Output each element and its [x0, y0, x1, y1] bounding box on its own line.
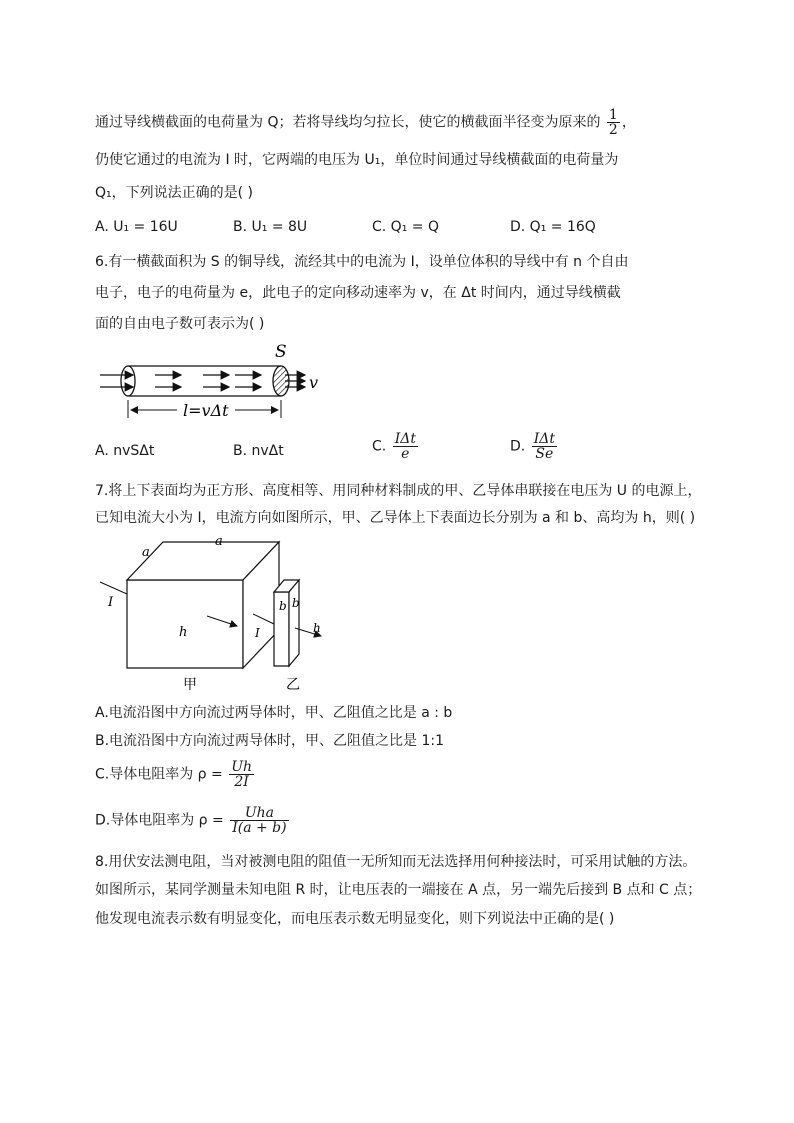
- q7-option-c-prefix: C.导体电阻率为 ρ =: [95, 766, 223, 783]
- q7-line1: 7.将上下表面均为正方形、高度相等、用同种材料制成的甲、乙导体串联接在电压为 U 的电源上，: [95, 483, 702, 499]
- q7-option-a[interactable]: A.电流沿图中方向流过两导体时，甲、乙阻值之比是 a : b: [95, 705, 453, 721]
- q8-line3: 他发现电流表示数有明显变化，而电压表示数无明显变化，则下列说法中正确的是( ): [95, 911, 615, 927]
- q5-line1: [95, 108, 636, 137]
- q5-line2: 仍使它通过的电流为 I 时，它两端的电压为 U₁，单位时间通过导线横截面的电荷量为: [95, 152, 619, 168]
- q7-option-d-den: I(a + b): [232, 820, 287, 836]
- q6-line3: 面的自由电子数可表示为( ): [95, 316, 265, 332]
- q6-option-c-fraction: [393, 432, 418, 461]
- q7-option-d-fraction: [230, 806, 288, 835]
- q6-line1: 6.有一横截面积为 S 的铜导线，流经其中的电流为 I，设单位体积的导线中有 n 个自由: [95, 254, 629, 270]
- q6-option-d[interactable]: [510, 432, 559, 461]
- q6-option-a[interactable]: A. nvSΔt: [95, 443, 155, 459]
- q7-line2: 已知电流大小为 I，电流方向如图所示，甲、乙导体上下表面边长分别为 a 和 b、高均为 h，则( ): [95, 510, 696, 526]
- q6-option-b[interactable]: B. nvΔt: [233, 443, 284, 459]
- q7-label-i1: I: [108, 595, 114, 610]
- q5-line1-text: 通过导线横截面的电荷量为 Q；若将导线均匀拉长，使它的横截面半径变为原来的: [95, 114, 601, 131]
- q7-label-i2: I: [255, 626, 260, 640]
- q5-line1-end: ，: [621, 114, 636, 131]
- q7-label-a1: a: [142, 545, 150, 560]
- q8-line2: 如图所示，某同学测量未知电阻 R 时，让电压表的一端接在 A 点，另一端先后接到 B 点和 C 点；: [95, 882, 702, 898]
- q5-fraction: [607, 108, 620, 137]
- q6-label-v: v: [309, 373, 319, 392]
- q6-option-d-fraction: [532, 432, 557, 461]
- q5-line3: Q₁，下列说法正确的是( ): [95, 185, 254, 201]
- q6-line2: 电子，电子的电荷量为 e，此电子的定向移动速率为 v，在 Δt 时间内，通过导线横截: [95, 285, 621, 301]
- q7-label-yi: 乙: [286, 677, 300, 693]
- q6-label-length: l=vΔt: [183, 401, 229, 420]
- q7-option-d[interactable]: [95, 806, 291, 835]
- q7-label-h1: h: [179, 625, 188, 640]
- q7-label-a2: a: [215, 534, 223, 549]
- q7-option-b[interactable]: B.电流沿图中方向流过两导体时，甲、乙阻值之比是 1:1: [95, 733, 445, 749]
- q7-option-c[interactable]: [95, 760, 256, 789]
- q5-option-c[interactable]: C. Q₁ = Q: [372, 219, 439, 235]
- q7-option-d-prefix: D.导体电阻率为 ρ =: [95, 812, 224, 829]
- q7-label-b2: b: [292, 596, 300, 610]
- q7-label-b1: b: [279, 599, 287, 613]
- q5-option-a[interactable]: A. U₁ = 16U: [95, 219, 178, 235]
- q7-option-d-num: Uha: [244, 805, 274, 821]
- q5-frac-den: 2: [608, 122, 618, 138]
- q6-option-c-prefix: C.: [372, 438, 387, 455]
- q6-option-d-den: Se: [532, 446, 557, 461]
- q6-label-s: S: [275, 342, 287, 362]
- q7-conductor-figure: [95, 532, 345, 697]
- q6-option-d-prefix: D.: [510, 438, 526, 455]
- q5-option-b[interactable]: B. U₁ = 8U: [233, 219, 308, 235]
- q6-option-c[interactable]: [372, 432, 420, 461]
- q7-label-jia: 甲: [183, 677, 197, 693]
- q6-option-c-num: IΔt: [394, 431, 416, 447]
- q6-wire-figure: [95, 340, 335, 425]
- q5-frac-num: 1: [608, 107, 618, 123]
- q7-option-c-num: Uh: [231, 759, 253, 775]
- q6-option-d-num: IΔt: [533, 431, 555, 447]
- q7-option-c-fraction: [229, 760, 254, 789]
- q5-option-d[interactable]: D. Q₁ = 16Q: [510, 219, 596, 235]
- q6-option-c-den: e: [393, 446, 418, 461]
- q8-line1: 8.用伏安法测电阻，当对被测电阻的阻值一无所知而无法选择用何种接法时，可采用试触的方法。: [95, 854, 697, 870]
- q7-option-c-den: 2I: [229, 774, 254, 789]
- q7-label-h2: h: [313, 621, 321, 635]
